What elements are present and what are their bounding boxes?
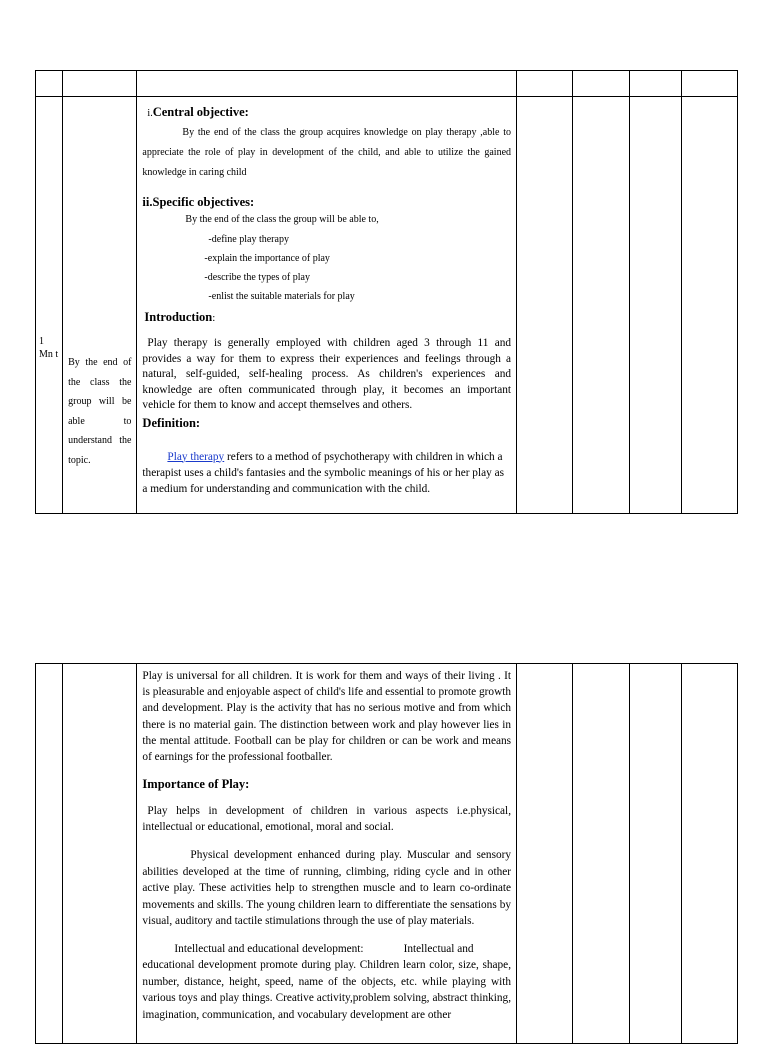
specific-intro: By the end of the class the group will be able to, xyxy=(185,214,379,225)
time-cell: 1 Mn t xyxy=(36,97,63,514)
play-paragraph: Play is universal for all children. It is work for them and ways of their living . It is pleasurable and enjoyable aspect of child's life and essential to promote growth and development. Play is the activity that has no serious motive and from which there is no material gain. The distinction between work and play however lies in the mental attitude. Football can be play for children or can be work and means of earnings for the professional footballer. xyxy=(142,670,512,764)
table-header-row xyxy=(36,71,738,97)
header-cell xyxy=(137,71,517,97)
specific-item: -describe the types of play xyxy=(204,272,310,283)
empty-cell xyxy=(573,664,629,1044)
table-row xyxy=(36,97,738,514)
importance-paragraph: Play helps in development of children in various aspects i.e.physical, intellectual or educational, emotional, moral and social. xyxy=(142,805,512,833)
table-row xyxy=(36,664,738,1044)
central-head: Central objective: xyxy=(152,105,249,119)
empty-cell xyxy=(681,97,737,514)
header-cell xyxy=(573,71,629,97)
empty-cell xyxy=(36,664,63,1044)
intellectual-lead2: Intellectual and xyxy=(403,942,474,955)
definition-body: refers to a method of psychotherapy with children in which a therapist uses a child's fantasies and the symbolic meanings of his or her play as a medium for understanding and communication with the child. xyxy=(142,450,504,495)
objective-cell: By the end of the class the group will be able to understand the topic. xyxy=(63,97,137,514)
header-cell xyxy=(517,71,573,97)
central-objective-heading xyxy=(147,103,511,121)
empty-cell xyxy=(517,97,573,514)
empty-cell xyxy=(629,97,681,514)
empty-cell xyxy=(629,664,681,1044)
central-num: i. xyxy=(147,108,153,119)
content-cell xyxy=(137,97,517,514)
specific-item: -enlist the suitable materials for play xyxy=(208,291,355,302)
introduction-heading xyxy=(144,308,511,326)
header-cell xyxy=(681,71,737,97)
header-cell xyxy=(629,71,681,97)
content-cell xyxy=(137,664,517,1044)
physical-development-paragraph: Physical development enhanced during play. Muscular and sensory abilities developed at the time of running, climbing, riding cycle and in other active play. These activities help to strengthen muscle and to learn co-ordinate movements and skills. The young children learn to differentiate the sensations by visual, auditory and tactile stimulations through the use of play materials. xyxy=(142,849,512,928)
importance-heading: Importance of Play: xyxy=(142,777,250,792)
intro-colon: : xyxy=(212,312,216,324)
empty-cell xyxy=(63,664,137,1044)
definition-text xyxy=(142,449,511,497)
intellectual-lead: Intellectual and educational development: xyxy=(174,942,364,955)
header-cell xyxy=(36,71,63,97)
central-objective-text: By the end of the class the group acquires knowledge on play therapy ,able to appreciate the role of play in development of the child, and able to utilize the gained knowledge in caring child xyxy=(142,127,512,178)
specific-objectives-heading: ii.Specific objectives: xyxy=(142,195,255,209)
introduction-text: Play therapy is generally employed with children aged 3 through 11 and provides a way for them to express their experiences and feelings through a natural, self-guided, self-healing process. As children's experiences and knowledge are often communicated through play, it becomes an important vehicle for them to know and accept themselves and others. xyxy=(142,337,512,411)
empty-cell xyxy=(517,664,573,1044)
intellectual-development-paragraph: educational development promote during play. Children learn color, size, shape, number, distance, height, speed, name of the objects, etc. while playing with various toys and play things. Creative activity,problem solving, abstract thinking, imagination, communication, and vocabulary development are other xyxy=(142,959,512,1021)
empty-cell xyxy=(681,664,737,1044)
lesson-plan-table-1 xyxy=(35,70,738,514)
specific-item: -explain the importance of play xyxy=(204,253,330,264)
intellectual-development-lead xyxy=(142,942,511,958)
empty-cell xyxy=(573,97,629,514)
lesson-plan-table-2 xyxy=(35,663,738,1044)
intro-head: Introduction xyxy=(144,310,213,324)
specific-item: -define play therapy xyxy=(208,234,289,245)
play-therapy-link[interactable]: Play therapy xyxy=(167,450,225,463)
header-cell xyxy=(63,71,137,97)
definition-heading: Definition: xyxy=(142,415,201,430)
